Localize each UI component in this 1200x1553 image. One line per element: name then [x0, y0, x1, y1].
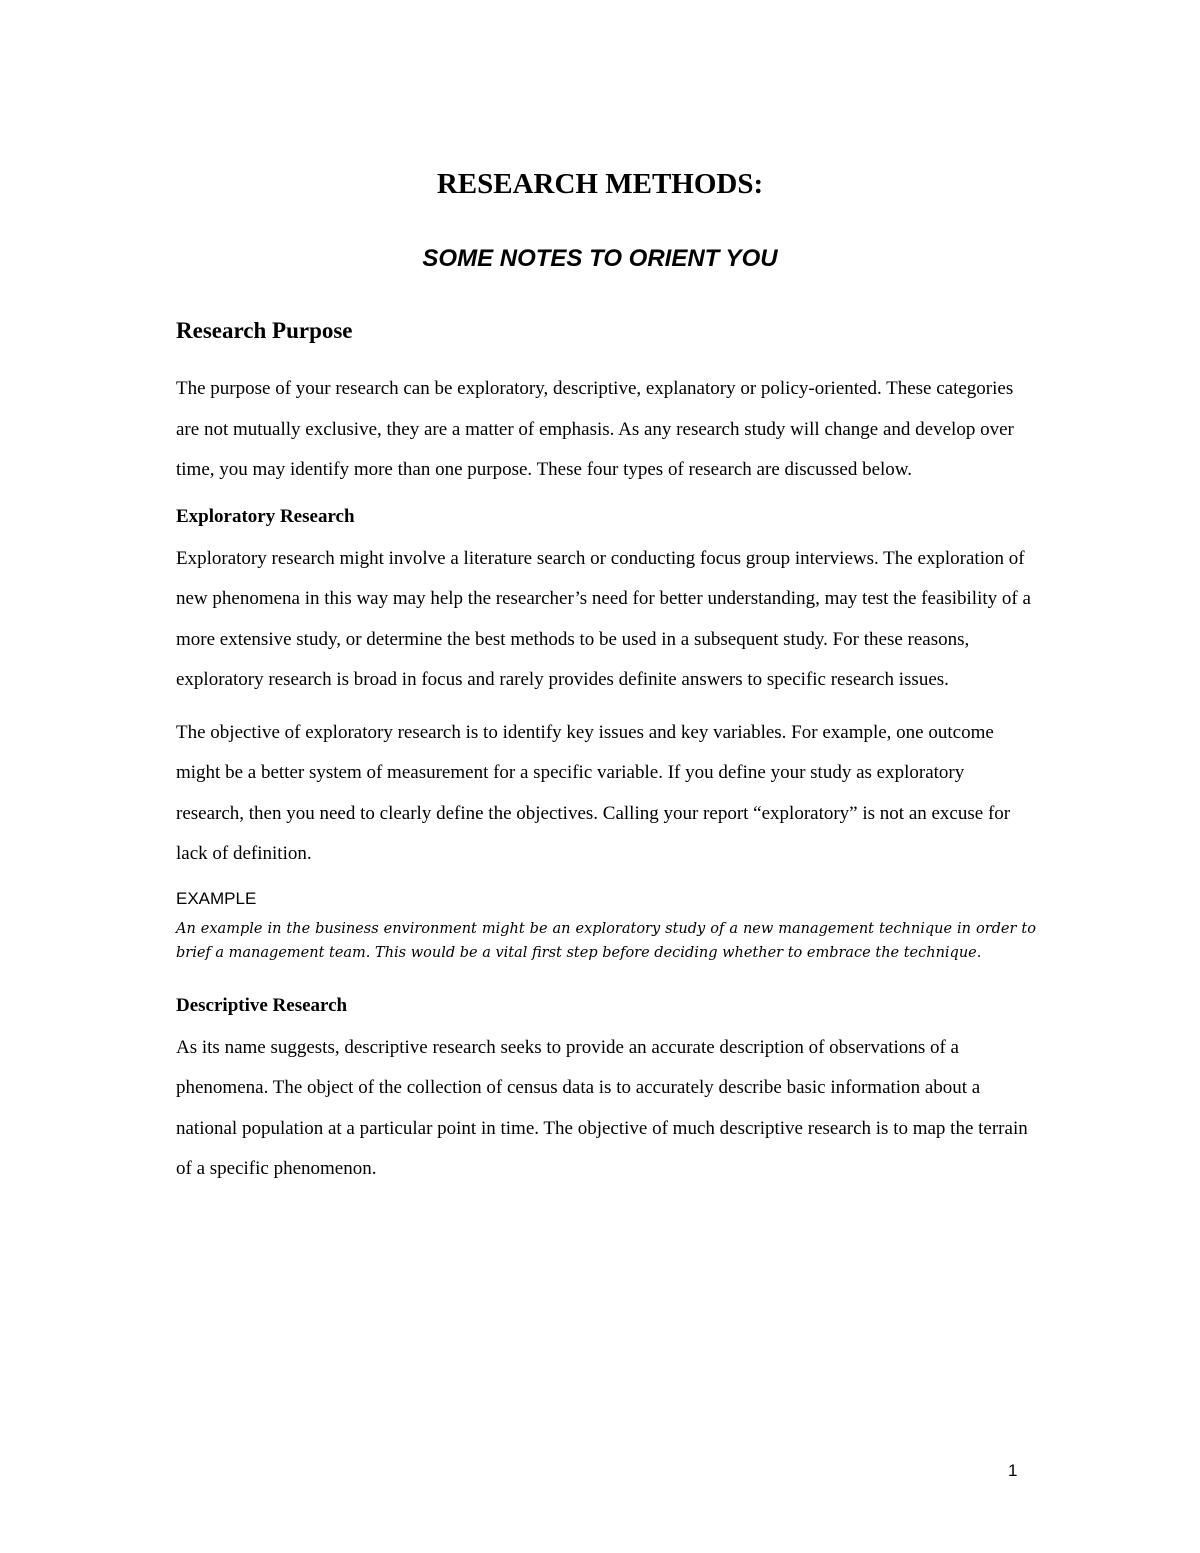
- page-number: 1: [1008, 1461, 1018, 1480]
- document-subtitle: SOME NOTES TO ORIENT YOU: [422, 245, 778, 272]
- example-label: EXAMPLE: [176, 888, 257, 908]
- example-text: An example in the business environment might be an exploratory study of a new management technique in order to brief a management team. This would be a vital first step before deciding whether to embrace the technique.: [176, 920, 1036, 961]
- exploratory-paragraph-1: Exploratory research might involve a literature search or conducting focus group interviews. The exploration of new phenomena in this way may help the researcher’s need for better understanding, may test the feasibility of a more extensive study, or determine the best methods to be used in a subsequent study. For these reasons, exploratory research is broad in focus and rarely provides definite answers to specific research issues.: [176, 547, 1031, 690]
- document-title: RESEARCH METHODS:: [436, 168, 764, 200]
- heading-exploratory-research: Exploratory Research: [176, 505, 355, 527]
- section-heading-research-purpose: Research Purpose: [176, 318, 353, 343]
- document-body: [176, 315, 1036, 1202]
- exploratory-paragraph-2: The objective of exploratory research is to identify key issues and key variables. For example, one outcome might be a better system of measurement for a specific variable. If you define your study as exploratory research, then you need to clearly define the objectives. Calling your report “exploratory” is not an excuse for lack of definition.: [176, 721, 1011, 864]
- heading-descriptive-research: Descriptive Research: [176, 994, 348, 1016]
- intro-paragraph: The purpose of your research can be exploratory, descriptive, explanatory or policy-oriented. These categories are not mutually exclusive, they are a matter of emphasis. As any research study will change and develop over time, you may identify more than one purpose. These four types of research are discussed below.: [176, 378, 1014, 480]
- descriptive-paragraph-1: As its name suggests, descriptive research seeks to provide an accurate description of observations of a phenomena. The object of the collection of census data is to accurately describe basic information about a national population at a particular point in time. The objective of much descriptive research is to map the terrain of a specific phenomenon.: [176, 1036, 1028, 1179]
